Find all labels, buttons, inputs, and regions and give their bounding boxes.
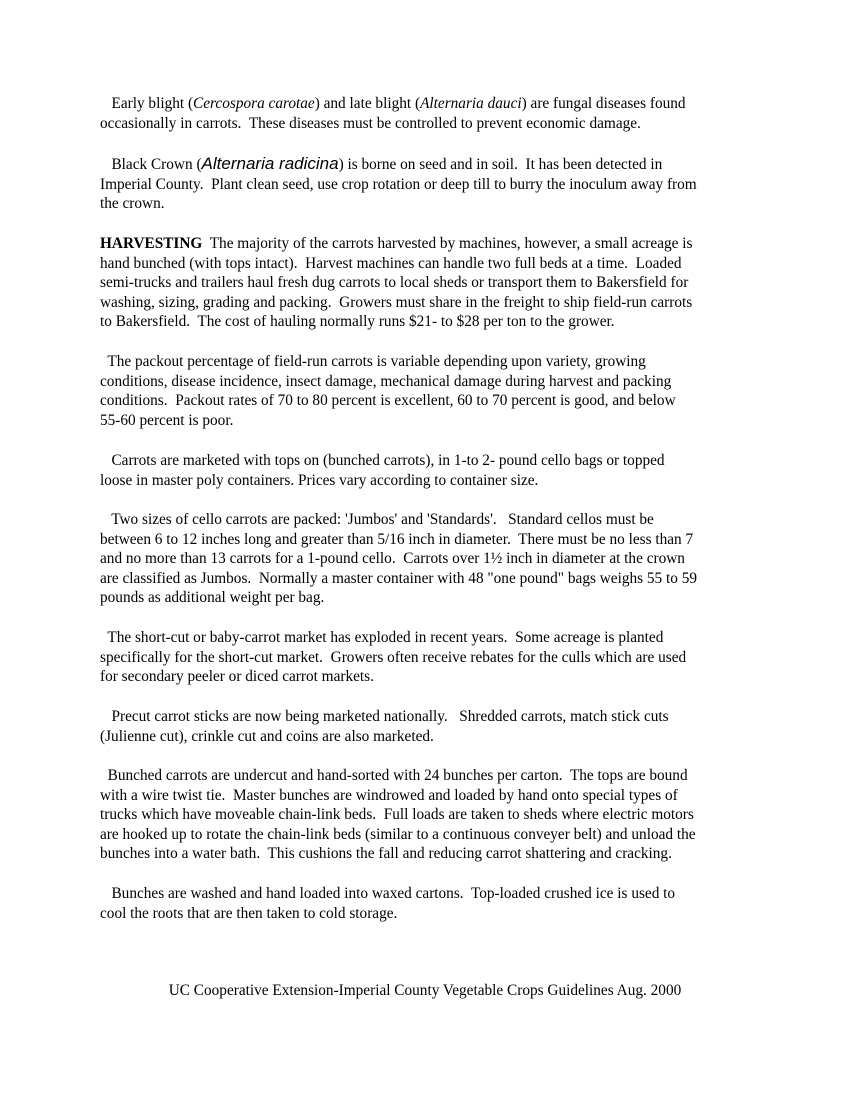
text-run: for secondary peeler or diced carrot markets.: [100, 668, 374, 686]
text-line: [100, 904, 752, 924]
text-run: to Bakersfield. The cost of hauling normally runs $21- to $28 per ton to the grower.: [100, 313, 615, 331]
text-line: [100, 844, 752, 864]
text-run: Carrots are marketed with tops on (bunched carrots), in 1-to 2- pound cello bags or topped: [100, 452, 665, 469]
paragraph: [100, 451, 752, 490]
text-run: and no more than 13 carrots for a 1-pound cello. Carrots over 1½ inch in diameter at the crown: [100, 550, 685, 568]
text-line: [100, 667, 752, 687]
text-line: [100, 766, 752, 786]
text-line: [100, 391, 752, 411]
text-run: cool the roots that are then taken to cold storage.: [100, 904, 398, 922]
text-run: loose in master poly containers. Prices vary according to container size.: [100, 471, 539, 489]
paragraph: [100, 154, 752, 214]
text-run: conditions, disease incidence, insect damage, mechanical damage during harvest and packing: [100, 372, 672, 390]
text-line: [100, 471, 752, 491]
text-run: Bunched carrots are undercut and hand-sorted with 24 bunches per carton. The tops are bound: [100, 767, 688, 784]
paragraph: [100, 707, 752, 746]
text-line: [100, 569, 752, 589]
text-line: [100, 234, 752, 254]
text-line: [100, 707, 752, 727]
text-run: washing, sizing, grading and packing. Growers must share in the freight to ship field-run carrots: [100, 293, 693, 311]
text-line: [100, 628, 752, 648]
text-run: the crown.: [100, 195, 165, 213]
text-run: 55-60 percent is poor.: [100, 411, 234, 429]
text-run: specifically for the short-cut market. Growers often receive rebates for the culls which are used: [100, 648, 687, 666]
text-run: occasionally in carrots. These diseases must be controlled to prevent economic damage.: [100, 114, 641, 132]
text-run: Black Crown (: [100, 156, 202, 173]
text-line: [100, 293, 752, 313]
text-run: Precut carrot sticks are now being marketed nationally. Shredded carrots, match stick cuts: [100, 708, 669, 725]
text-line: [100, 175, 752, 195]
paragraph: [100, 510, 752, 608]
paragraph: [100, 884, 752, 923]
text-line: [100, 411, 752, 431]
section-heading: HARVESTING: [100, 235, 203, 252]
page-footer: UC Cooperative Extension-Imperial County Vegetable Crops Guidelines Aug. 2000: [168, 982, 682, 999]
paragraph: [100, 94, 752, 133]
text-line: [100, 114, 752, 134]
paragraph: [100, 234, 752, 332]
text-run: The short-cut or baby-carrot market has exploded in recent years. Some acreage is planted: [100, 629, 664, 646]
text-run: are hooked up to rotate the chain-link beds (similar to a continuous conveyer belt) and unload the: [100, 825, 696, 843]
paragraph: [100, 628, 752, 687]
text-line: [100, 94, 752, 114]
paragraph: [100, 766, 752, 864]
text-line: [100, 825, 752, 845]
text-run: semi-trucks and trailers haul fresh dug carrots to local sheds or transport them to Bakersfield for: [100, 274, 689, 292]
text-line: [100, 154, 752, 175]
text-line: [100, 805, 752, 825]
text-run: are classified as Jumbos. Normally a master container with 48 "one pound" bags weighs 55 to 59: [100, 569, 698, 587]
text-run: The majority of the carrots harvested by machines, however, a small acreage is: [202, 235, 693, 252]
text-line: [100, 451, 752, 471]
text-run: The packout percentage of field-run carrots is variable depending upon variety, growing: [100, 353, 646, 370]
text-run: (Julienne cut), crinkle cut and coins are also marketed.: [100, 727, 434, 745]
text-run: Imperial County. Plant clean seed, use crop rotation or deep till to burry the inoculum away from: [100, 175, 697, 193]
paragraph: [100, 352, 752, 430]
text-line: [100, 194, 752, 214]
text-line: [100, 549, 752, 569]
text-run: bunches into a water bath. This cushions the fall and reducing carrot shattering and cracking.: [100, 845, 672, 863]
text-run: ) and late blight (: [314, 95, 421, 112]
text-line: [100, 372, 752, 392]
text-run: ) are fungal diseases found: [521, 95, 686, 112]
text-run: ) is borne on seed and in soil. It has been detected in: [338, 156, 663, 173]
text-run: Early blight (: [100, 95, 194, 112]
text-run: conditions. Packout rates of 70 to 80 percent is excellent, 60 to 70 percent is good, and below: [100, 392, 676, 410]
text-run: Two sizes of cello carrots are packed: 'Jumbos' and 'Standards'. Standard cellos must be: [100, 511, 654, 528]
text-line: [100, 648, 752, 668]
text-run: with a wire twist tie. Master bunches are windrowed and loaded by hand onto special types of: [100, 786, 678, 804]
species-name: Cercospora carotae: [193, 95, 315, 112]
text-line: [100, 588, 752, 608]
text-run: Bunches are washed and hand loaded into waxed cartons. Top-loaded crushed ice is used to: [100, 885, 676, 902]
text-line: [100, 786, 752, 806]
text-line: [100, 254, 752, 274]
text-line: [100, 884, 752, 904]
species-name: Alternaria dauci: [420, 95, 522, 112]
text-line: [100, 352, 752, 372]
text-run: between 6 to 12 inches long and greater than 5/16 inch in diameter. There must be no less than 7: [100, 530, 694, 548]
text-line: [100, 273, 752, 293]
text-run: trucks which have moveable chain-link beds. Full loads are taken to sheds where electric motors: [100, 806, 694, 824]
text-run: hand bunched (with tops intact). Harvest machines can handle two full beds at a time. Loaded: [100, 254, 682, 272]
text-line: [100, 530, 752, 550]
text-line: [100, 312, 752, 332]
text-line: [100, 727, 752, 747]
text-run: pounds as additional weight per bag.: [100, 589, 325, 607]
text-line: [100, 510, 752, 530]
species-name: Alternaria radicina: [201, 154, 339, 173]
